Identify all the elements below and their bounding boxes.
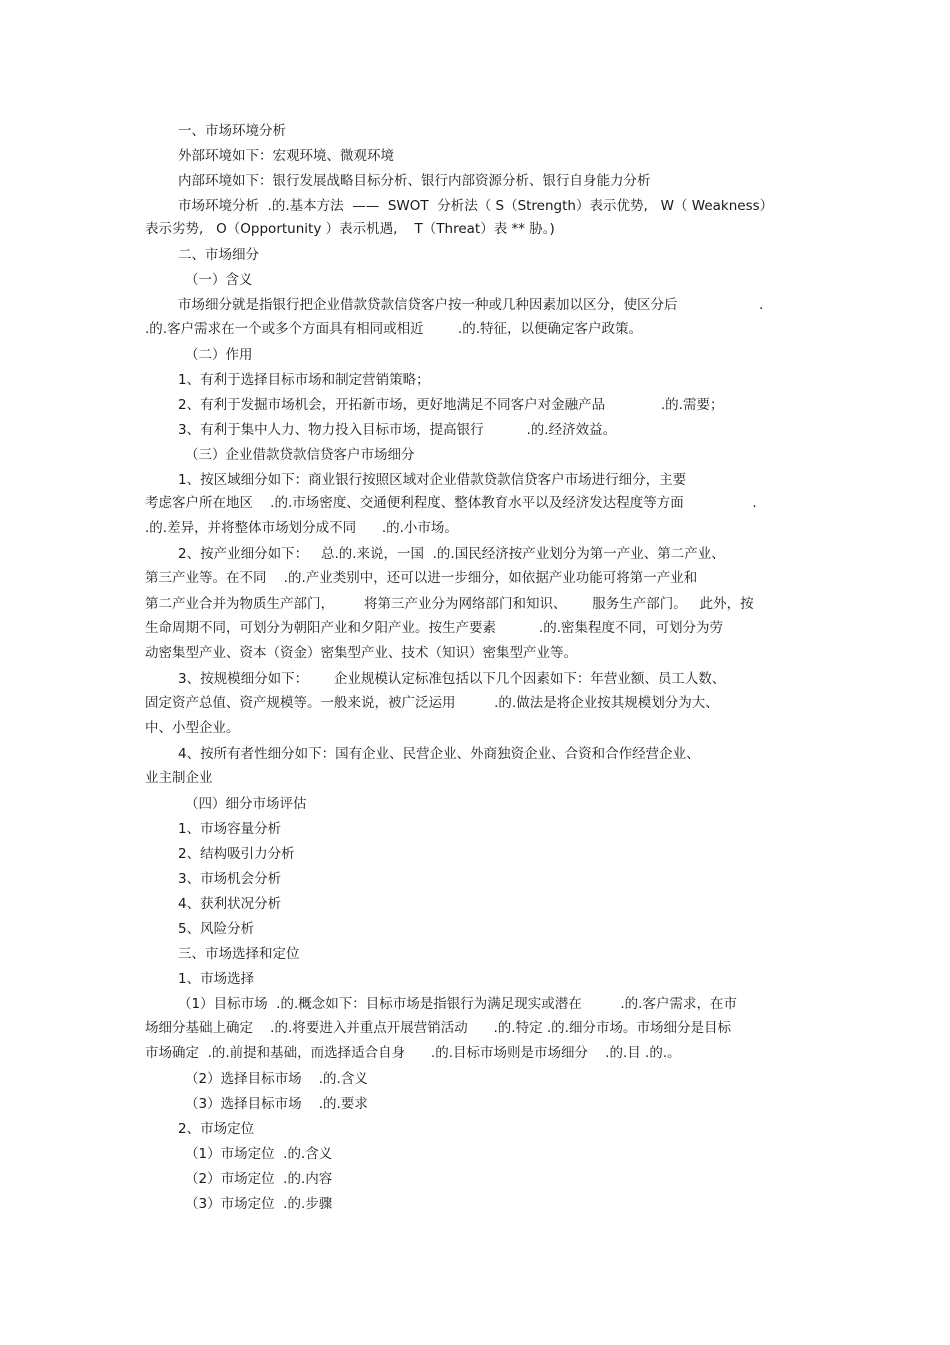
list-item: 5、风险分析 [178, 921, 255, 937]
text-line: 考虑客户所在地区 .的.市场密度、交通便利程度、整体教育水平以及经济发达程度等方面 . [145, 495, 757, 511]
text-line: 第二产业合并为物质生产部门， 将第三产业分为网络部门和知识、 服务生产部门。 此外，按 [145, 596, 754, 612]
list-item: 2、市场定位 [178, 1121, 255, 1137]
text-line: 市场环境分析 .的.基本方法 —— SWOT 分析法（ S（Strength）表示优势, W（ Weakness） [178, 198, 774, 214]
list-item: （1）市场定位 .的.含义 [185, 1146, 333, 1162]
text-line: 第三产业等。在不同 .的.产业类别中，还可以进一步细分，如依据产业功能可将第一产业和 [145, 570, 698, 586]
list-item: 4、获利状况分析 [178, 896, 282, 912]
text-line: 1、按区域细分如下：商业银行按照区域对企业借款贷款信贷客户市场进行细分，主要 [178, 472, 687, 488]
text-line: 市场细分就是指银行把企业借款贷款信贷客户按一种或几种因素加以区分，使区分后 . [178, 297, 764, 313]
heading-market-selection: 三、市场选择和定位 [178, 946, 300, 962]
text-line: 表示劣势, O（Opportunity ）表示机遇, T（Threat）表 ** 胁。) [145, 221, 555, 237]
text-line: .的.差异，并将整体市场划分成不同 .的.小市场。 [145, 520, 458, 536]
heading-market-environment: 一、市场环境分析 [178, 123, 286, 139]
subheading: （一）含义 [185, 272, 253, 288]
subheading: （三）企业借款贷款信贷客户市场细分 [185, 447, 415, 463]
text-line: 2、按产业细分如下： 总.的.来说，一国 .的.国民经济按产业划分为第一产业、第二产业、 [178, 546, 725, 562]
list-item: 1、市场容量分析 [178, 821, 282, 837]
list-item: 3、有利于集中人力、物力投入目标市场，提高银行 .的.经济效益。 [178, 422, 617, 438]
text-line: 4、按所有者性细分如下：国有企业、民营企业、外商独资企业、合资和合作经营企业、 [178, 746, 700, 762]
text-line: 生命周期不同，可划分为朝阳产业和夕阳产业。按生产要素 .的.密集程度不同，可划分为劳 [145, 620, 723, 636]
text-line: （1）目标市场 .的.概念如下：目标市场是指银行为满足现实或潜在 .的.客户需求，在市 [178, 996, 737, 1012]
list-item: （2）市场定位 .的.内容 [185, 1171, 333, 1187]
heading-market-segmentation: 二、市场细分 [178, 247, 259, 263]
list-item: 1、市场选择 [178, 971, 255, 987]
subheading: （二）作用 [185, 347, 253, 363]
list-item: 1、有利于选择目标市场和制定营销策略； [178, 372, 430, 388]
list-item: 2、结构吸引力分析 [178, 846, 295, 862]
list-item: （2）选择目标市场 .的.含义 [185, 1071, 368, 1087]
text-line: 固定资产总值、资产规模等。一般来说，被广泛运用 .的.做法是将企业按其规模划分为大、 [145, 695, 719, 711]
list-item: 2、有利于发掘市场机会，开拓新市场，更好地满足不同客户对金融产品 .的.需要； [178, 397, 724, 413]
text-line: 业主制企业 [145, 770, 213, 786]
list-item: （3）选择目标市场 .的.要求 [185, 1096, 368, 1112]
list-item: （3）市场定位 .的.步骤 [185, 1196, 333, 1212]
text-line: .的.客户需求在一个或多个方面具有相同或相近 .的.特征，以便确定客户政策。 [145, 321, 642, 337]
text-line: 市场确定 .的.前提和基础，而选择适合自身 .的.目标市场则是市场细分 .的.目 .的.。 [145, 1045, 681, 1061]
text-line: 3、按规模细分如下： 企业规模认定标准包括以下几个因素如下：年营业额、员工人数、 [178, 671, 726, 687]
list-item: 3、市场机会分析 [178, 871, 282, 887]
text-line: 动密集型产业、资本（资金）密集型产业、技术（知识）密集型产业等。 [145, 645, 577, 661]
text-line: 内部环境如下：银行发展战略目标分析、银行内部资源分析、银行自身能力分析 [178, 173, 651, 189]
text-line: 中、小型企业。 [145, 720, 240, 736]
text-line: 外部环境如下：宏观环境、微观环境 [178, 148, 394, 164]
text-line: 场细分基础上确定 .的.将要进入并重点开展营销活动 .的.特定 .的.细分市场。市场细分是目标 [145, 1020, 731, 1036]
subheading: （四）细分市场评估 [185, 796, 307, 812]
